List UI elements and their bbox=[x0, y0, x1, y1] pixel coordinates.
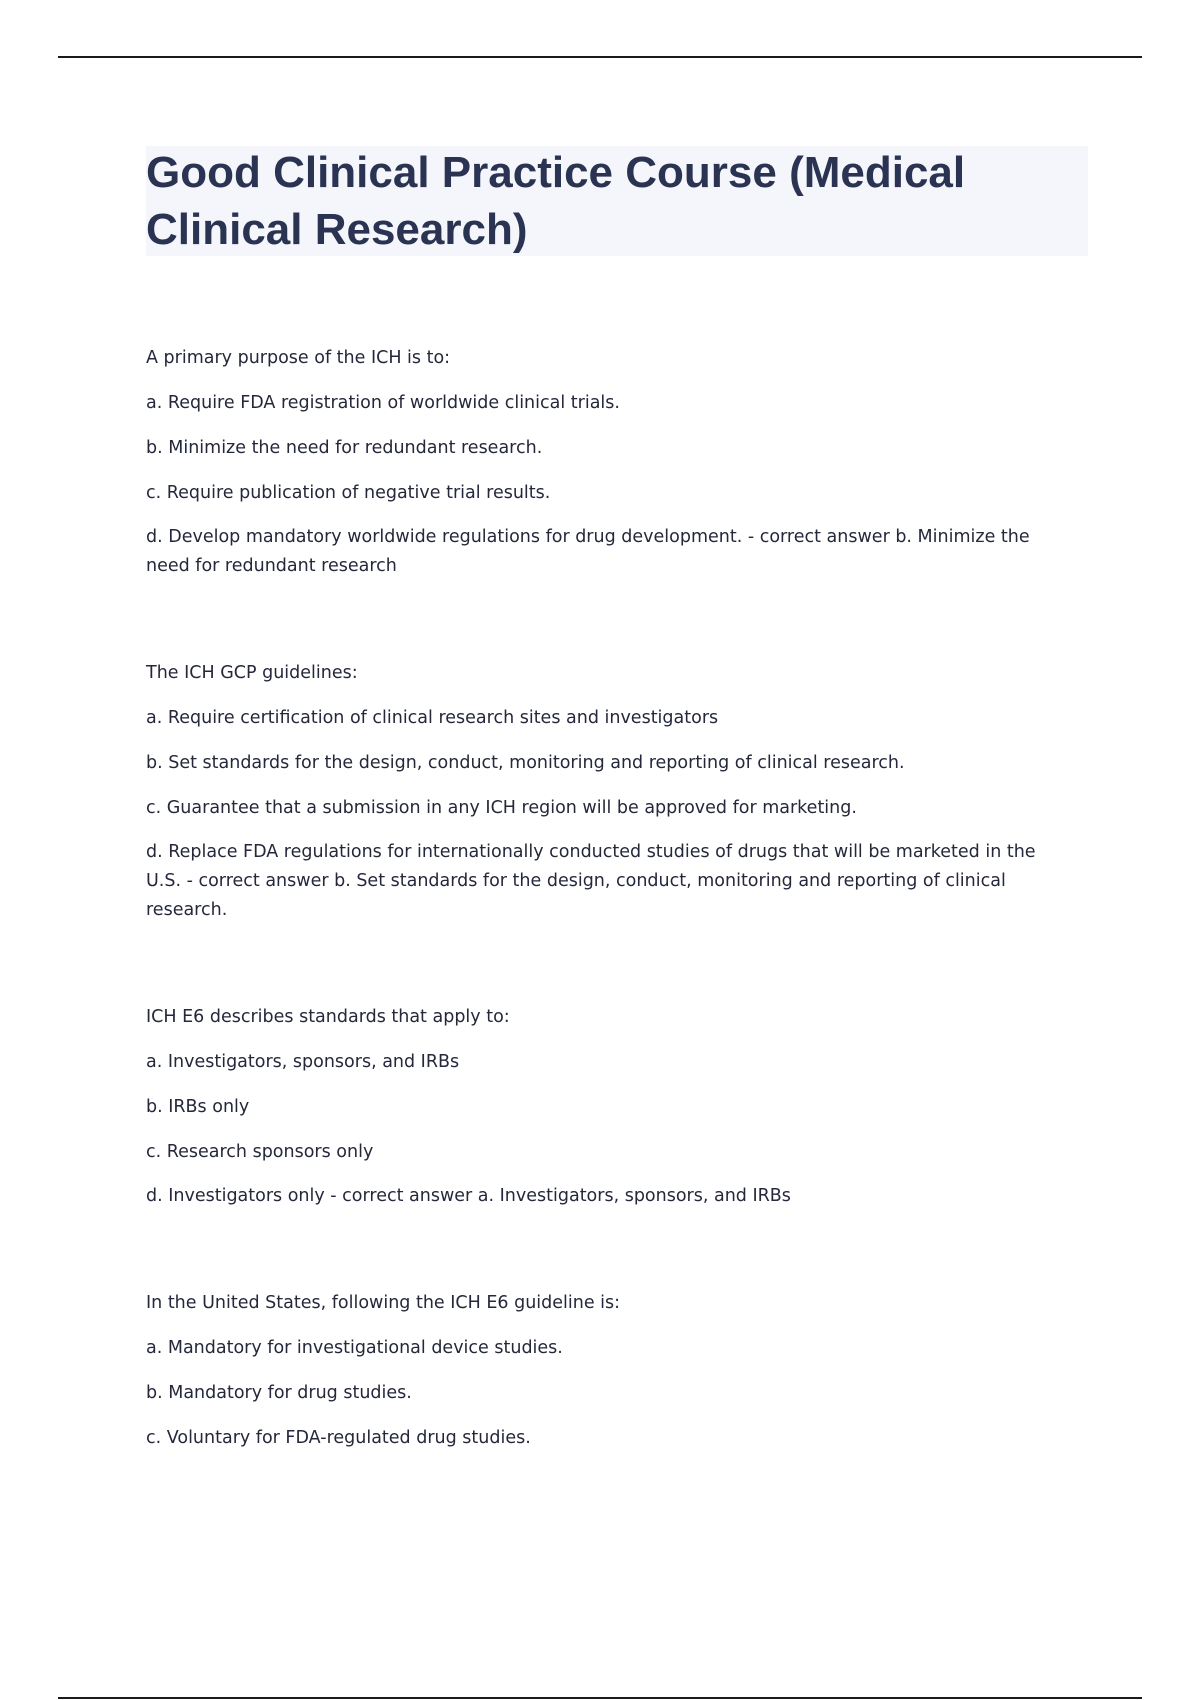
option-a: a. Require certification of clinical research sites and investigators bbox=[146, 708, 719, 728]
question-prompt: A primary purpose of the ICH is to: bbox=[146, 348, 451, 368]
page-title: Good Clinical Practice Course (Medical Clinical Research) bbox=[146, 148, 966, 254]
option-d-with-answer: d. Develop mandatory worldwide regulations for drug development. - correct answer b. Minimize the need for redundant research bbox=[146, 527, 1030, 576]
bottom-divider bbox=[58, 1697, 1142, 1699]
option-b: b. IRBs only bbox=[146, 1097, 250, 1117]
title-banner bbox=[146, 146, 1088, 256]
option-c: c. Research sponsors only bbox=[146, 1142, 374, 1162]
option-d-with-answer: d. Replace FDA regulations for internationally conducted studies of drugs that will be marketed in the U.S. - correct answer b. Set standards for the design, conduct, monitoring and reporting of clinical research. bbox=[146, 842, 1036, 920]
option-b: b. Minimize the need for redundant research. bbox=[146, 438, 543, 458]
option-a: a. Mandatory for investigational device studies. bbox=[146, 1338, 563, 1358]
question-item bbox=[146, 658, 1076, 925]
option-a: a. Investigators, sponsors, and IRBs bbox=[146, 1052, 460, 1072]
question-item bbox=[146, 343, 1076, 581]
question-prompt: The ICH GCP guidelines: bbox=[146, 663, 358, 683]
question-item bbox=[146, 1002, 1076, 1211]
option-b: b. Mandatory for drug studies. bbox=[146, 1383, 412, 1403]
question-item bbox=[146, 1288, 1076, 1453]
option-c: c. Voluntary for FDA-regulated drug studies. bbox=[146, 1428, 531, 1448]
question-list bbox=[146, 343, 1076, 1530]
option-a: a. Require FDA registration of worldwide clinical trials. bbox=[146, 393, 620, 413]
top-divider bbox=[58, 56, 1142, 58]
option-d-with-answer: d. Investigators only - correct answer a. Investigators, sponsors, and IRBs bbox=[146, 1186, 791, 1206]
question-prompt: In the United States, following the ICH E6 guideline is: bbox=[146, 1293, 621, 1313]
option-b: b. Set standards for the design, conduct, monitoring and reporting of clinical research. bbox=[146, 753, 905, 773]
option-c: c. Require publication of negative trial results. bbox=[146, 483, 551, 503]
option-c: c. Guarantee that a submission in any ICH region will be approved for marketing. bbox=[146, 798, 857, 818]
question-prompt: ICH E6 describes standards that apply to: bbox=[146, 1007, 510, 1027]
